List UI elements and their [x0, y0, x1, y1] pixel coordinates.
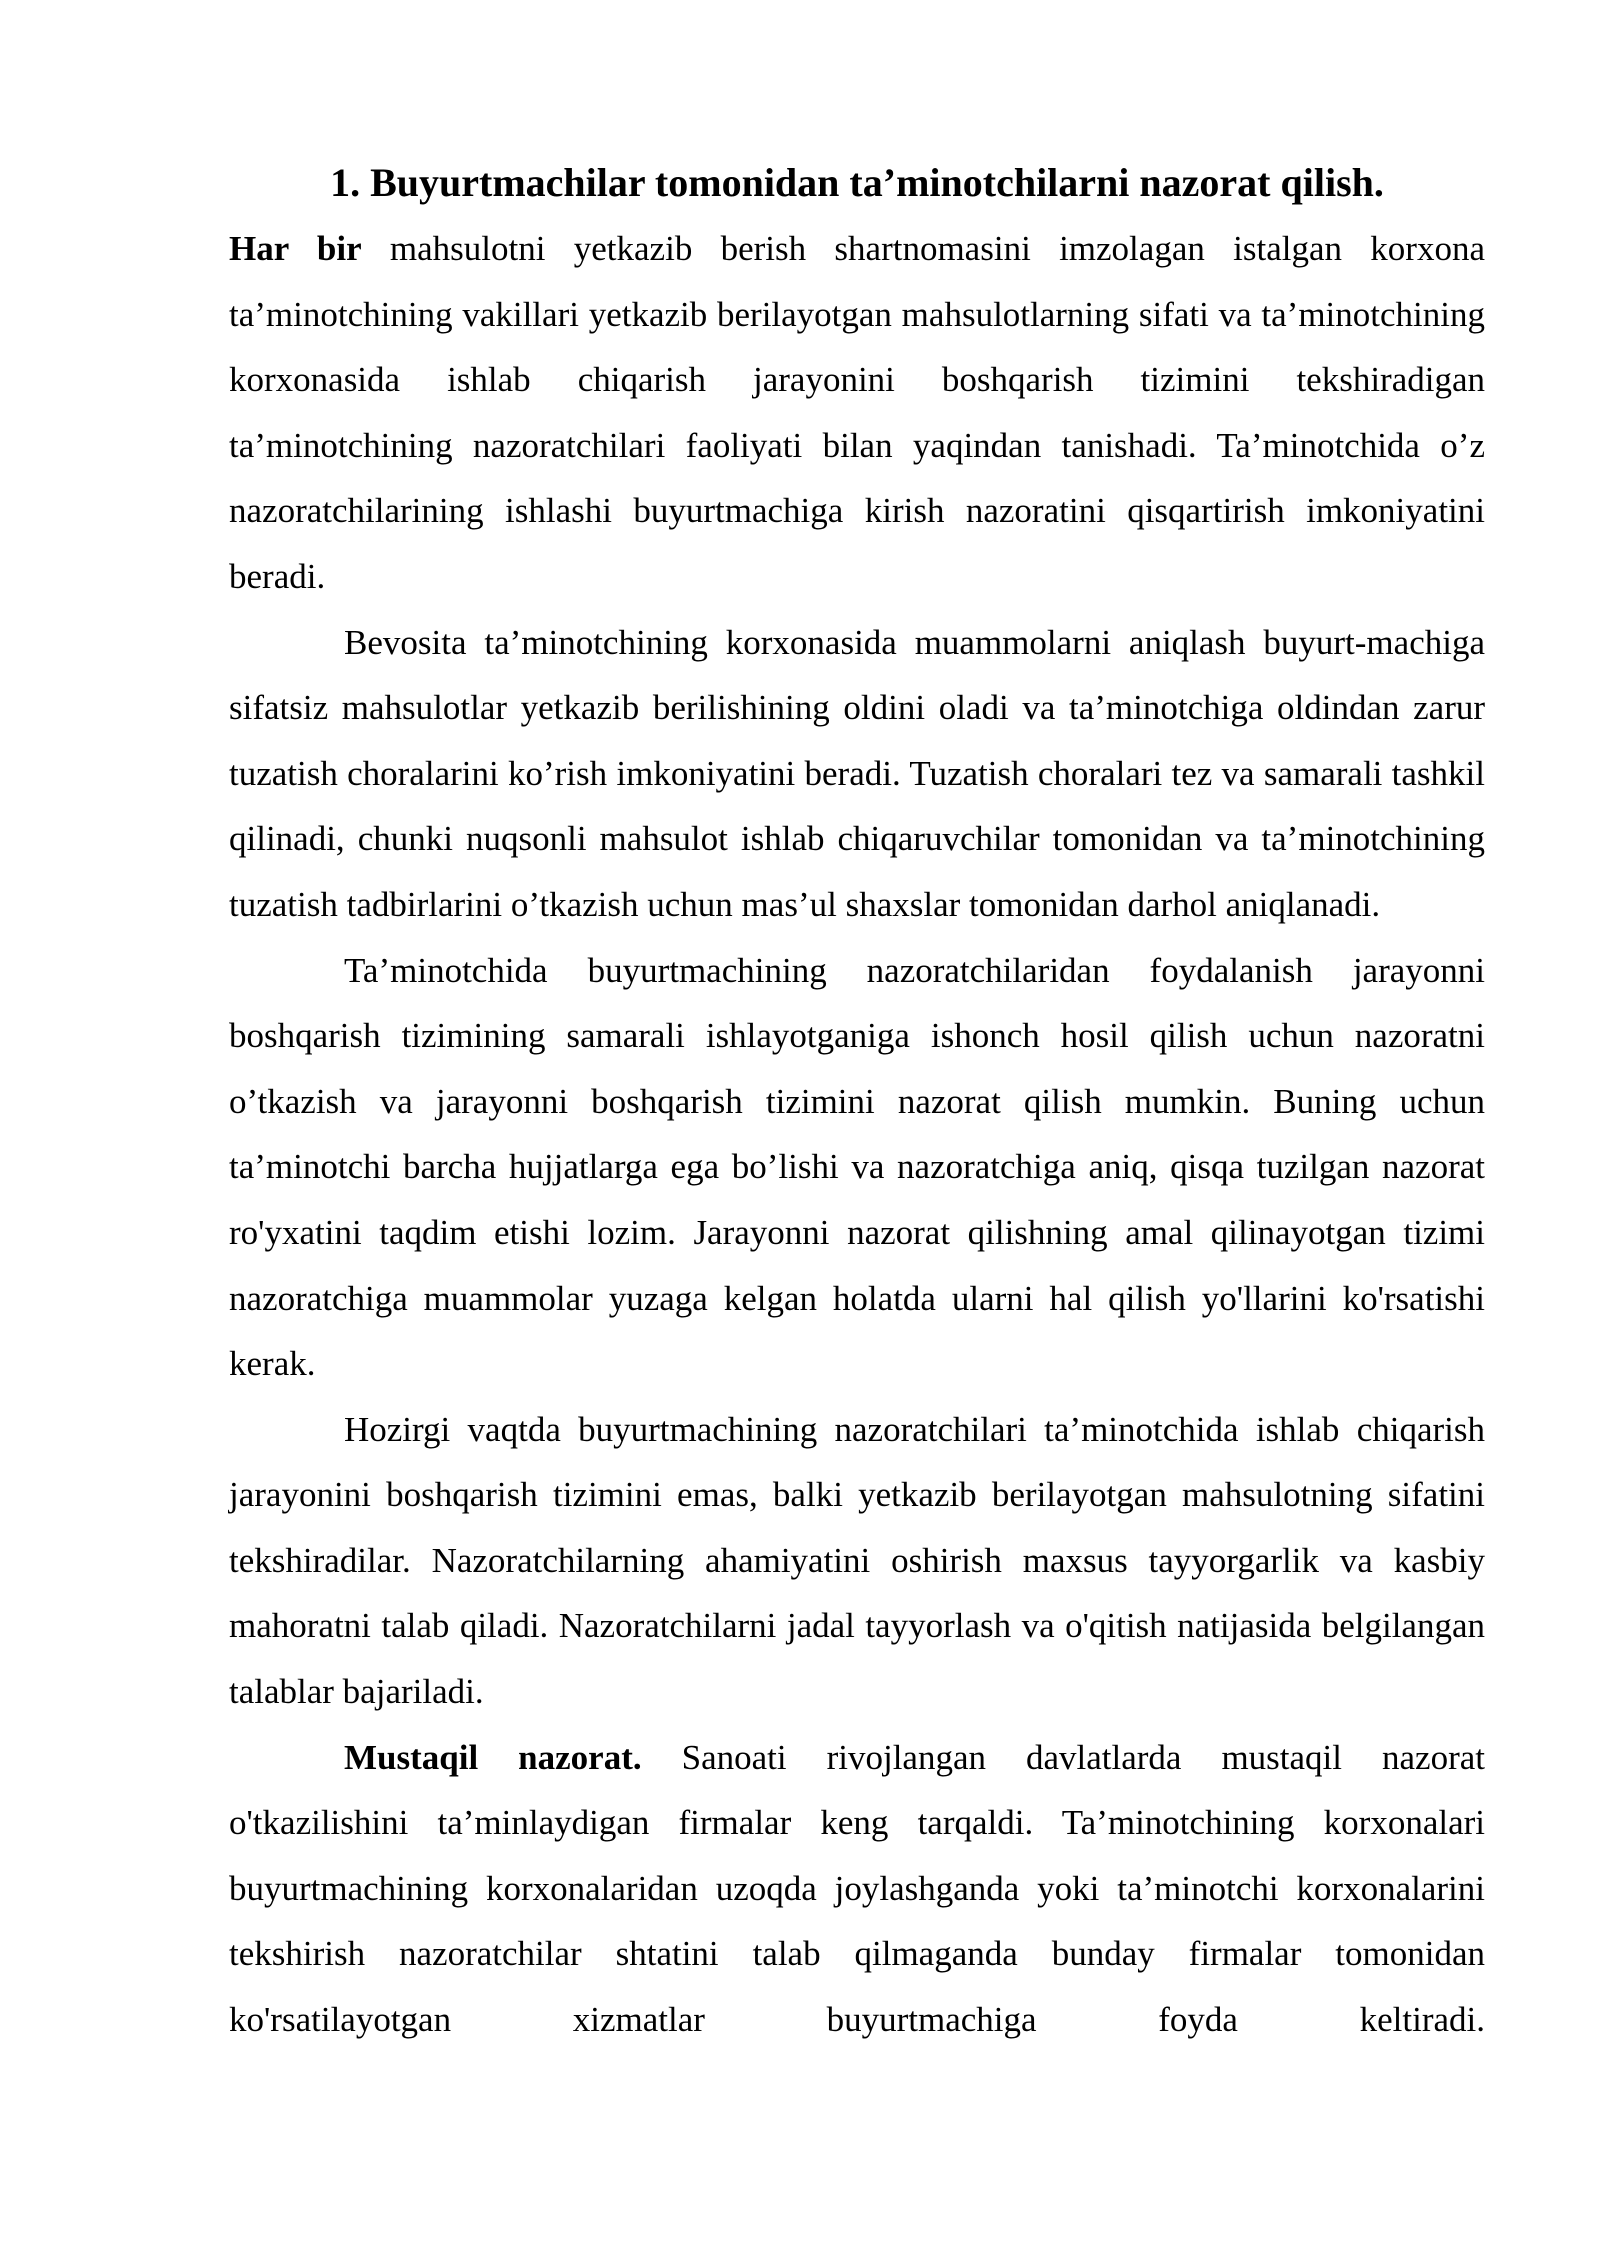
- paragraph-4-text: Hozirgi vaqtda buyurtmachining nazoratchilari ta’minotchida ishlab chiqarish jarayonini boshqarish tizimini emas, balki yetkazib berilayotgan mahsulotning sifatini tekshiradilar. Nazoratchilarning ahamiyatini oshirish maxsus tayyorgarlik va kasbiy mahoratni talab qiladi. Nazoratchilarni jadal tayyorlash va o'qitish natijasida belgilangan talablar bajariladi.: [229, 1409, 1485, 1712]
- document-body: [229, 150, 1485, 2053]
- paragraph-4: [229, 1397, 1485, 1725]
- paragraph-5-text: Sanoati rivojlangan davlatlarda mustaqil nazorat o'tkazilishini ta’minlaydigan firmalar keng tarqaldi. Ta’minotchining korxonalari buyurtmachining korxonalaridan uzoqda joylashganda yoki ta’minotchi korxonalarini tekshirish nazoratchilar shtatini talab qilmaganda bunday firmalar tomonidan ko'rsatilayotgan xizmatlar buyurtmachiga foyda keltiradi.: [229, 1737, 1485, 2040]
- paragraph-2-text: Bevosita ta’minotchining korxonasida muammolarni aniqlash buyurt-machiga sifatsiz mahsulotlar yetkazib berilishining oldini oladi va ta’minotchiga oldindan zarur tuzatish choralarini ko’rish imkoniyatini beradi. Tuzatish choralari tez va samarali tashkil qilinadi, chunki nuqsonli mahsulot ishlab chiqaruvchilar tomonidan va ta’minotchining tuzatish tadbirlarini o’tkazish uchun mas’ul shaxslar tomonidan darhol aniqlanadi.: [229, 622, 1485, 924]
- paragraph-3-text: Ta’minotchida buyurtmachining nazoratchilaridan foydalanish jarayonni boshqarish tizimining samarali ishlayotganiga ishonch hosil qilish uchun nazoratni o’tkazish va jarayonni boshqarish tizimini nazorat qilish mumkin. Buning uchun ta’minotchi barcha hujjatlarga ega bo’lishi va nazoratchiga aniq, qisqa tuzilgan nazorat ro'yxatini taqdim etishi lozim. Jarayonni nazorat qilishning amal qilinayotgan tizimi nazoratchiga muammolar yuzaga kelgan holatda ularni hal qilish yo'llarini ko'rsatishi kerak.: [229, 950, 1485, 1384]
- paragraph-1-lead: Har bir: [229, 229, 362, 268]
- section-title: 1. Buyurtmachilar tomonidan ta’minotchilarni nazorat qilish.: [330, 160, 1384, 205]
- paragraph-3: [229, 938, 1485, 1397]
- paragraph-5-lead: Mustaqil nazorat.: [344, 1737, 642, 1777]
- paragraph-1: [229, 216, 1485, 610]
- paragraph-2: [229, 610, 1485, 938]
- paragraph-5: [229, 1725, 1485, 2053]
- paragraph-1-text: mahsulotni yetkazib berish shartnomasini imzolagan istalgan korxona ta’minotchining vakillari yetkazib berilayotgan mahsulotlarning sifati va ta’minotchining korxonasida ishlab chiqarish jarayonini boshqarish tizimini tekshiradigan ta’minotchining nazoratchilari faoliyati bilan yaqindan tanishadi. Ta’minotchida o’z nazoratchilarining ishlashi buyurtmachiga kirish nazoratini qisqartirish imkoniyatini beradi.: [229, 229, 1485, 596]
